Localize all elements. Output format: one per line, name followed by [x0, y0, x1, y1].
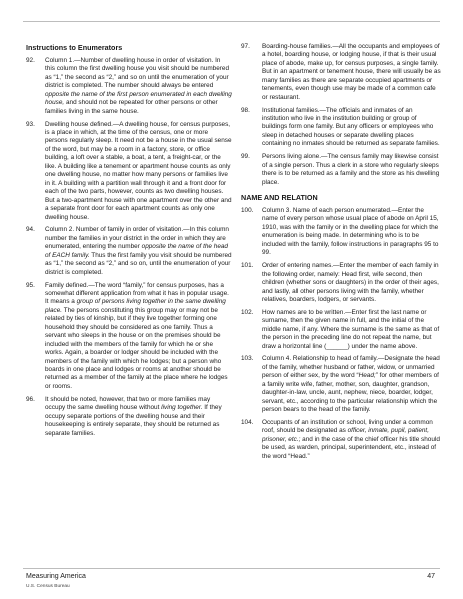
paragraph-text — [45, 226, 232, 277]
paragraph-emphasis: officer, inmate, pupil, patient, prisoner, etc.; — [262, 427, 429, 443]
paragraph-emphasis: living together. — [161, 404, 203, 412]
right-paragraph-list-bottom — [241, 207, 441, 461]
paragraph-text — [262, 153, 441, 187]
paragraph-text — [45, 396, 232, 438]
paragraph-text-part: Column 1.—Number of dwelling house in order of visitation. In this column the first dwelling house you visit should be numbered as “1,” the second as “2,” and so on until the enumeration of your district is completed. The number should always be entered — [45, 57, 230, 90]
paragraph-text — [262, 419, 441, 461]
paragraph-103 — [241, 355, 441, 414]
paragraph-number: 104. — [241, 419, 254, 427]
footer-subtitle: U.S. Census Bureau — [26, 584, 70, 589]
paragraph-text — [262, 309, 441, 351]
paragraph-text-part: The persons constituting this group may or may not be related by ties of kinship, but if they live together forming one household they should be considered as one family. Thus a servant who sleeps in the house or on the premises should be included with the members of the family for which he or she works. Again, a boarder or lodger should be included with the members of the family with which he lodges; but a person who boards in one place and lodges or rooms at another should be returned as a member of the family at the place where he lodges or rooms. — [45, 306, 228, 390]
paragraph-number: 99. — [241, 153, 250, 161]
paragraph-text — [262, 207, 441, 258]
paragraph-text-part: Family defined.—The word “family,” for census purposes, has a somewhat different application from what it has in popular usage. It means a — [45, 281, 229, 306]
right-paragraph-list-top — [241, 43, 441, 187]
paragraph-text-part: Column 3. Name of each person enumerated.—Enter the name of every person whose usual place of abode on April 15, 1910, was with the family or in the dwelling place for which the enumeration is being made. In determining who is to be included with the family, follow instructions in paragraphs 95 to 99. — [262, 207, 439, 257]
paragraph-text-part: How names are to be written.—Enter first the last name or surname, then the given name in full, and the initial of the middle name, if any. Where the surname is the same as that of the person in the preceding line do not repeat the name, but draw a horizontal line (______) under the name above. — [262, 308, 440, 350]
paragraph-emphasis: group of persons living together in the same dwelling place. — [45, 298, 226, 314]
paragraph-text-part: ” for other members of a family write wife, father, mother, son, daughter, grandson, daughter-in-law, uncle, aunt, nephew, niece, boarder, lodger, servant, etc., according to the particular relationship which the person bears to the head of the family. — [262, 372, 439, 414]
right-column — [241, 43, 441, 466]
paragraph-text-part: Institutional families.—The officials and inmates of an institution who live in the institution building or group of buildings form one family. But any officers or employees who sleep in detached houses or separate dwelling places containing no inmates should be returned as separate families. — [262, 106, 440, 148]
paragraph-number: 97. — [241, 43, 250, 50]
paragraph-text-part: and should not be repeated for other persons or other families living in the same house. — [45, 99, 218, 115]
paragraph-number: 92. — [26, 57, 35, 64]
page-number: 47 — [427, 573, 435, 580]
paragraph-text-part: It should be noted, however, that two or more families may occupy the same dwelling house without — [45, 395, 211, 412]
paragraph-emphasis: opposite the name of the head of EACH family. — [45, 243, 228, 259]
paragraph-text — [262, 107, 441, 149]
paragraph-number: 103. — [241, 355, 254, 363]
paragraph-text-part: Order of entering names.—Enter the member of each family in the following order, namely: Head first, wife second, then children (whether sons or daughters) in the order of their ages, and lastly, all other persons living with the family, whether relatives, boarders, lodgers, or servants. — [262, 262, 439, 303]
paragraph-text-part: Persons living alone.—The census family may likewise consist of a single person. Thus a clerk in a store who regularly sleeps there is to be returned as a family and the store as his dwelling place. — [262, 153, 440, 186]
section-heading-name-relation: NAME AND RELATION — [241, 193, 318, 203]
paragraph-text — [262, 262, 441, 304]
paragraph-text-part: Column 4. Relationship to head of family.—Designate the head of the family, whether husband or father, widow, or unmarried person of either sex, by the word “ — [262, 355, 440, 380]
paragraph-number: 93. — [26, 120, 35, 128]
paragraph-92 — [26, 57, 232, 116]
paragraph-98 — [241, 107, 441, 149]
paragraph-text — [262, 355, 441, 414]
left-column — [26, 43, 232, 442]
paragraph-text — [45, 282, 232, 392]
paragraph-102 — [241, 309, 441, 351]
paragraph-emphasis: opposite the name of the first person enumerated in each dwelling house, — [45, 90, 232, 107]
paragraph-number: 100. — [241, 207, 254, 215]
paragraph-text — [45, 57, 232, 116]
paragraph-text-part: If they occupy separate portions of the dwelling house and their housekeeping is entirely separate, they should be returned as separate families. — [45, 404, 222, 437]
section-heading-instructions: Instructions to Enumerators — [26, 43, 123, 52]
paragraph-text-part: Dwelling house defined.—A dwelling house, for census purposes, is a place in which, at the time of the census, one or more persons regularly sleep. It need not be a house in the usual sense of the word, but may be a room in a factory, store, or office building, a loft over a stable, a boat, a tent, a freight-car, or the like. A building like a tenement or apartment house counts as only one dwelling house, no matter how many persons or families live in it. A building with a partition wall through it and a front door for each of the two parts, however, counts as two dwelling houses. But a two-apartment house with one apartment over the other and a separate front door for each apartment counts as only one dwelling house. — [45, 120, 232, 221]
left-paragraph-list — [26, 57, 232, 438]
paragraph-text — [262, 43, 441, 102]
paragraph-number: 95. — [26, 281, 35, 289]
paragraph-text-part: Column 2. Number of family in order of visitation.—In this column number the families in your district in the order in which they are enumerated, entering the number — [45, 226, 229, 251]
paragraph-100 — [241, 207, 441, 258]
paragraph-number: 98. — [241, 106, 250, 114]
paragraph-number: 102. — [241, 308, 254, 316]
footer-rule — [23, 568, 440, 569]
paragraph-101 — [241, 262, 441, 304]
paragraph-number: 94. — [26, 226, 35, 234]
paragraph-96 — [26, 396, 232, 438]
paragraph-94 — [26, 226, 232, 277]
paragraph-number: 101. — [241, 262, 254, 270]
footer-title: Measuring America — [26, 573, 86, 580]
paragraph-text — [45, 121, 232, 222]
paragraph-text-part: Occupants of an institution or school, living under a common roof, should be designated as — [262, 419, 433, 435]
top-rule — [23, 21, 440, 22]
paragraph-93 — [26, 121, 232, 222]
paragraph-number: 96. — [26, 395, 35, 403]
paragraph-95 — [26, 282, 232, 392]
paragraph-text-part: Boarding-house families.—All the occupants and employees of a hotel, boarding house, or lodging house, if that is their usual place of abode, make up, for census purposes, a single family. But in an apartment or tenement house, there will usually be as many families as there are separate occupied apartments or tenements, even though use may be made of a common cafe or restaurant. — [262, 43, 441, 101]
paragraph-text-part: and in the case of the chief officer his title should be used, as warden, principal, superintendent, etc., instead of the word “Head.” — [262, 435, 440, 460]
paragraph-emphasis: Head; — [358, 372, 376, 380]
paragraph-104 — [241, 419, 441, 461]
paragraph-text-part: Thus the first family you visit should be numbered as “1,” the second as “2,” and so on, until the enumeration of your district is completed. — [45, 251, 232, 276]
paragraph-99 — [241, 153, 441, 187]
paragraph-97 — [241, 43, 441, 102]
